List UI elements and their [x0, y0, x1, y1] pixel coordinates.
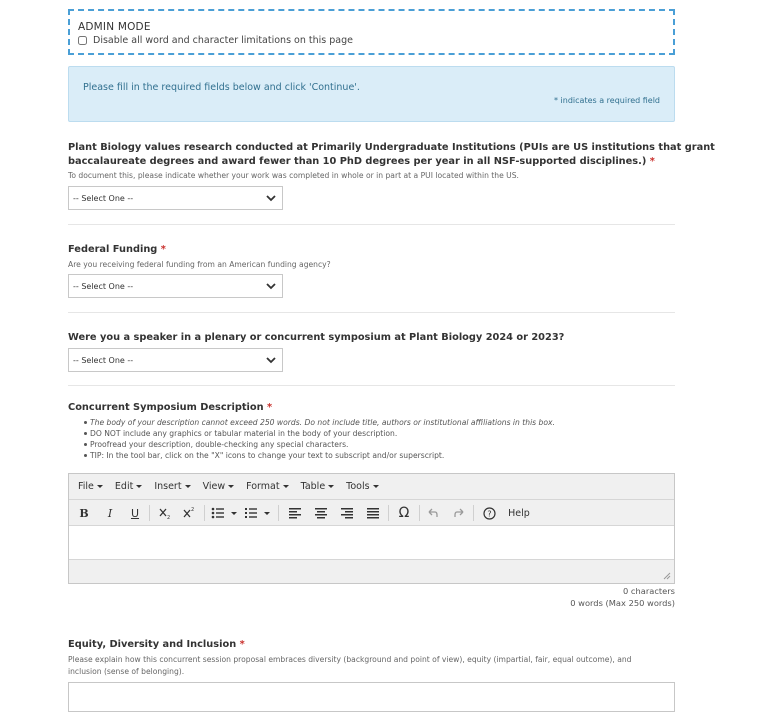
chevron-down-icon — [265, 280, 277, 292]
edi-help-line1: Please explain how this concurrent session proposal embraces diversity (background and point of view), equity (impartial, fair, equal outcome), and — [68, 655, 632, 664]
instruction-item: The body of your description cannot exceed 250 words. Do not include title, authors or institutional affiliations in this box. — [90, 418, 555, 427]
undo-button[interactable] — [423, 500, 443, 526]
menu-view[interactable] — [203, 481, 235, 492]
help-button[interactable]: Help — [508, 507, 530, 519]
pui-label-line2-row — [68, 155, 715, 169]
speaker-label: Were you a speaker in a plenary or concurrent symposium at Plant Biology 2024 or 2023? — [68, 332, 565, 343]
pui-label-line1: Plant Biology values research conducted at Primarily Undergraduate Institutions (PUIs are US institutions that grant — [68, 142, 715, 153]
required-field-note: * indicates a required field — [554, 96, 660, 105]
align-left-button[interactable] — [284, 500, 306, 526]
undo-icon — [427, 507, 439, 519]
description-label-row — [68, 401, 272, 415]
instruction-item: Proofread your description, double-checking any special characters. — [90, 439, 555, 450]
align-center-button[interactable] — [310, 500, 332, 526]
chevron-down-icon — [265, 354, 277, 366]
resize-grip-icon[interactable] — [663, 572, 671, 580]
svg-text:2: 2 — [167, 515, 171, 520]
description-label: Concurrent Symposium Description — [68, 402, 264, 413]
caret-down-icon — [228, 485, 234, 488]
description-editor-body[interactable] — [69, 526, 674, 560]
speaker-select-value: -- Select One -- — [73, 355, 134, 365]
required-marker: * — [267, 402, 273, 413]
subscript-button[interactable] — [155, 500, 175, 526]
toolbar-separator — [388, 505, 389, 521]
speaker-select[interactable] — [68, 348, 283, 372]
divider — [68, 224, 675, 225]
align-justify-icon — [366, 507, 380, 519]
instruction-item: TIP: In the tool bar, click on the "X" icons to change your text to subscript and/or superscript. — [90, 450, 555, 461]
info-message: Please fill in the required fields below and click 'Continue'. — [83, 82, 360, 93]
admin-mode-box — [68, 9, 675, 55]
pui-help-text: To document this, please indicate whether your work was completed in whole or in part at a PUI located within the US. — [68, 171, 519, 180]
underline-button[interactable]: U — [130, 506, 140, 520]
special-character-button[interactable] — [393, 500, 415, 526]
redo-button[interactable] — [449, 500, 469, 526]
editor-statusbar — [69, 559, 674, 583]
align-right-button[interactable] — [336, 500, 358, 526]
menu-table[interactable] — [301, 481, 335, 492]
toolbar-separator — [419, 505, 420, 521]
rich-text-editor — [68, 473, 675, 584]
italic-button[interactable]: I — [107, 506, 113, 520]
federal-funding-help: Are you receiving federal funding from an American funding agency? — [68, 260, 331, 269]
menu-file[interactable] — [78, 481, 103, 492]
bullet-list-icon — [211, 506, 239, 520]
edi-textarea[interactable] — [68, 682, 675, 712]
chevron-down-icon — [265, 192, 277, 204]
question-circle-icon — [483, 507, 496, 520]
align-center-icon — [314, 507, 328, 519]
pui-label-line2: baccalaureate degrees and award fewer than 10 PhD degrees per year in all NSF-supported disciplines.) — [68, 156, 647, 167]
menu-insert-label: Insert — [154, 481, 182, 492]
edi-help-line2: inclusion (sense of belonging). — [68, 667, 185, 676]
menu-tools-label: Tools — [346, 481, 370, 492]
redo-icon — [453, 507, 465, 519]
federal-funding-select-value: -- Select One -- — [73, 281, 134, 291]
required-marker: * — [160, 244, 166, 255]
editor-menubar — [69, 474, 674, 500]
toolbar-separator — [473, 505, 474, 521]
disable-limits-label: Disable all word and character limitations on this page — [93, 35, 353, 46]
align-right-icon — [340, 507, 354, 519]
align-justify-button[interactable] — [362, 500, 384, 526]
caret-down-icon — [136, 485, 142, 488]
superscript-button[interactable] — [179, 500, 199, 526]
character-count: 0 characters — [623, 586, 675, 596]
align-left-icon — [288, 507, 302, 519]
disable-limits-checkbox[interactable] — [78, 36, 87, 45]
editor-toolbar — [69, 500, 674, 526]
caret-down-icon — [373, 485, 379, 488]
menu-view-label: View — [202, 481, 226, 492]
bullet-list-button[interactable] — [210, 500, 240, 526]
federal-funding-select[interactable] — [68, 274, 283, 298]
help-icon-button[interactable] — [479, 500, 499, 526]
edi-label-row — [68, 638, 245, 652]
menu-file-label: File — [78, 481, 94, 492]
menu-edit[interactable] — [115, 481, 142, 492]
caret-down-icon — [97, 485, 103, 488]
instruction-item: DO NOT include any graphics or tabular material in the body of your description. — [90, 428, 555, 439]
divider — [68, 385, 675, 386]
federal-funding-label: Federal Funding — [68, 244, 158, 255]
pui-label — [68, 141, 715, 169]
federal-funding-label-row — [68, 243, 166, 257]
caret-down-icon — [185, 485, 191, 488]
pui-select-value: -- Select One -- — [73, 193, 134, 203]
caret-down-icon — [283, 485, 289, 488]
toolbar-separator — [149, 505, 150, 521]
toolbar-separator — [204, 505, 205, 521]
menu-format[interactable] — [246, 481, 288, 492]
subscript-icon — [158, 506, 172, 520]
menu-insert[interactable] — [154, 481, 190, 492]
required-marker: * — [239, 639, 245, 650]
info-alert — [68, 66, 675, 122]
numbered-list-icon — [244, 506, 272, 520]
bold-button[interactable]: B — [79, 506, 89, 520]
description-instructions — [90, 417, 555, 461]
admin-mode-checkbox-row[interactable] — [78, 35, 353, 46]
menu-format-label: Format — [246, 481, 280, 492]
required-marker: * — [649, 156, 655, 167]
menu-table-label: Table — [300, 481, 326, 492]
numbered-list-button[interactable] — [243, 500, 273, 526]
svg-text:2: 2 — [191, 507, 195, 513]
edi-label: Equity, Diversity and Inclusion — [68, 639, 237, 650]
admin-mode-title: ADMIN MODE — [78, 21, 151, 33]
caret-down-icon — [328, 485, 334, 488]
pui-select[interactable] — [68, 186, 283, 210]
toolbar-separator — [278, 505, 279, 521]
menu-tools[interactable] — [346, 481, 378, 492]
menu-edit-label: Edit — [114, 481, 134, 492]
word-count: 0 words (Max 250 words) — [570, 598, 675, 608]
omega-icon: Ω — [398, 505, 410, 521]
superscript-icon — [182, 506, 196, 520]
svg-text:?: ? — [486, 508, 492, 518]
divider — [68, 312, 675, 313]
